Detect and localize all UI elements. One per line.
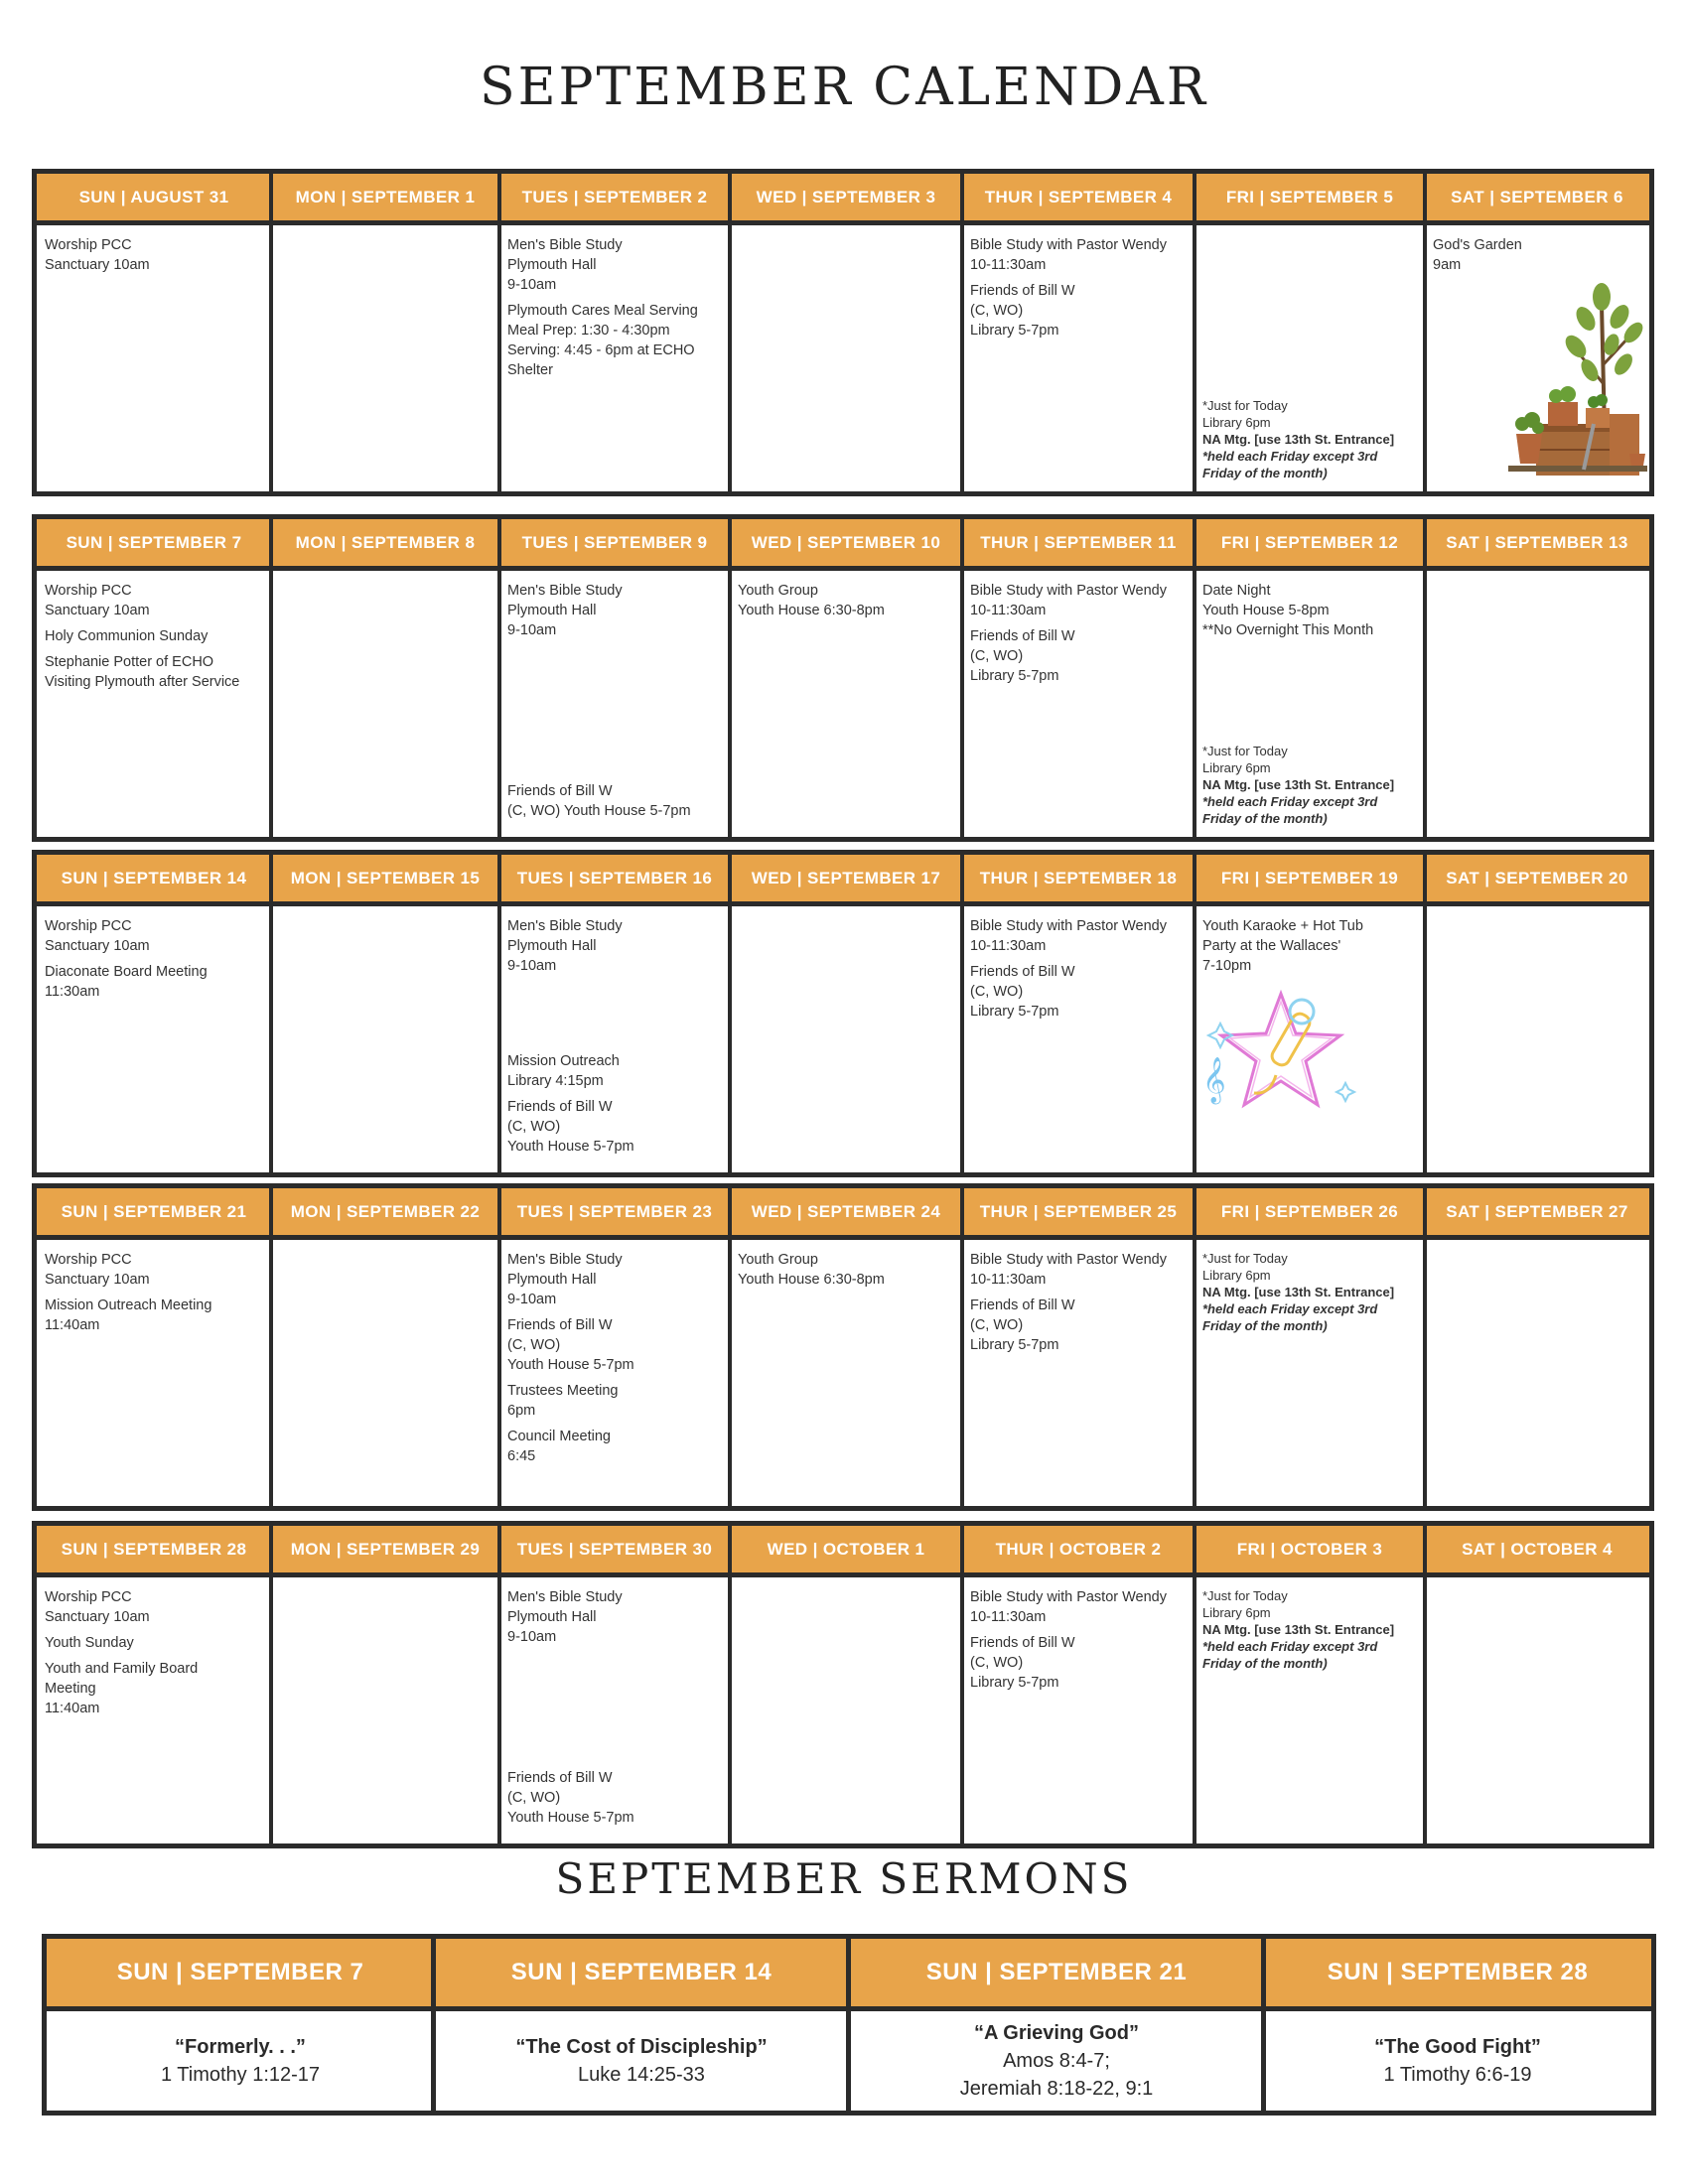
column-divider [960,174,964,491]
day-cell-sat [1425,1572,1649,1843]
event [507,1427,724,1466]
note-line: Friday of the month) [1202,1656,1328,1671]
day-cell-tue [499,901,730,1172]
calendar-week [32,1183,1654,1511]
na-meeting-note [1202,1250,1419,1334]
event-line: Mission Outreach [507,1053,620,1069]
scripture-reference: Luke 14:25-33 [578,2064,705,2086]
day-cell-thu [962,220,1195,491]
day-header-mon: MON | SEPTEMBER 29 [271,1526,499,1572]
event-line: 10-11:30am [970,1609,1047,1625]
scripture-reference: Jeremiah 8:18-22, 9:1 [959,2078,1154,2100]
day-cell-wed [730,1235,962,1506]
event-line: Plymouth Hall [507,1609,597,1625]
day-header-mon: MON | SEPTEMBER 15 [271,855,499,901]
event-line: Youth and Family Board [45,1661,199,1677]
event-line: Men's Bible Study [507,583,623,599]
day-cell-fri [1195,220,1425,491]
event-line: 9am [1433,257,1462,273]
calendar-week [32,850,1654,1177]
day-cell-tue [499,1235,730,1506]
sermon-date: SUN | SEPTEMBER 21 [849,1939,1264,2006]
day-cell-sat [1425,901,1649,1172]
event [45,1659,265,1718]
column-divider [846,1939,851,2111]
sermon-date: SUN | SEPTEMBER 14 [434,1939,849,2006]
day-cell-sat [1425,220,1649,491]
event-line: Friends of Bill W [970,1635,1075,1651]
day-header-thu: THUR | SEPTEMBER 4 [962,174,1195,220]
event-line: Worship PCC [45,918,132,934]
event-line: God's Garden [1433,237,1522,253]
column-divider [1193,174,1196,491]
note-line: NA Mtg. [use 13th St. Entrance] [1202,1622,1395,1637]
day-header-tue: TUES | SEPTEMBER 16 [499,855,730,901]
event-line: Friends of Bill W [970,628,1075,644]
event-line: Youth House 6:30-8pm [738,1272,885,1288]
event [45,1633,265,1653]
calendar-week [32,1521,1654,1848]
day-header-tue: TUES | SEPTEMBER 2 [499,174,730,220]
event-line: Bible Study with Pastor Wendy [970,1252,1167,1268]
event-line: Plymouth Hall [507,257,597,273]
day-cell-fri [1195,901,1425,1172]
column-divider [269,174,273,491]
event [45,962,265,1002]
note-line: Library 6pm [1202,760,1271,775]
note-line: Library 6pm [1202,1605,1271,1620]
event-line: 6:45 [507,1448,536,1464]
day-cell-fri [1195,566,1425,837]
sermon-date: SUN | SEPTEMBER 28 [1264,1939,1651,2006]
day-cell-wed [730,1572,962,1843]
day-header-thu: THUR | OCTOBER 2 [962,1526,1195,1572]
note-line: *Just for Today [1202,398,1288,413]
event-line: Sanctuary 10am [45,1272,150,1288]
scripture-reference: 1 Timothy 6:6-19 [1383,2064,1532,2086]
event-line: 10-11:30am [970,603,1047,618]
event-line: Meal Prep: 1:30 - 4:30pm [507,323,670,339]
event-line: Youth House 6:30-8pm [738,603,885,618]
note-line: Library 6pm [1202,415,1271,430]
sermon-body [1264,2006,1651,2111]
event-line: (C, WO) [970,1317,1024,1333]
column-divider [1193,1526,1196,1843]
event-line: 9-10am [507,1629,557,1645]
sermon-title: “The Cost of Discipleship” [515,2036,768,2058]
day-cell-mon [271,901,499,1172]
sermon-body [849,2006,1264,2111]
day-header-wed: WED | SEPTEMBER 17 [730,855,962,901]
event-line: (C, WO) [507,1119,561,1135]
event-line: Worship PCC [45,1252,132,1268]
scripture-reference: Amos 8:4-7; [1003,2050,1110,2072]
day-header-wed: WED | SEPTEMBER 3 [730,174,962,220]
day-cell-sun [37,220,271,491]
event [970,281,1189,341]
event-line: Sanctuary 10am [45,257,150,273]
column-divider [728,519,732,837]
event-line: Friends of Bill W [970,283,1075,299]
day-header-tue: TUES | SEPTEMBER 30 [499,1526,730,1572]
na-meeting-note [1202,1587,1419,1672]
event [45,1587,265,1627]
event-line: Date Night [1202,583,1271,599]
event-line: Library 5-7pm [970,1004,1059,1020]
event-line: Sanctuary 10am [45,1609,150,1625]
event [970,962,1189,1022]
column-divider [1193,519,1196,837]
event-line: (C, WO) [970,648,1024,664]
event-line: (C, WO) Youth House 5-7pm [507,803,691,819]
event [1433,235,1643,275]
event-line: Shelter [507,362,553,378]
event [1202,916,1419,976]
event-line: Library 5-7pm [970,1675,1059,1691]
column-divider [728,855,732,1172]
sermon-column [47,1939,434,2111]
event [970,1250,1189,1290]
event [507,581,724,640]
note-line: Library 6pm [1202,1268,1271,1283]
event [45,652,265,692]
sermons-title: SEPTEMBER SERMONS [555,1854,1133,1903]
note-line: NA Mtg. [use 13th St. Entrance] [1202,432,1395,447]
na-meeting-note [1202,397,1421,481]
garden-planter-illustration [1498,275,1647,489]
column-divider [960,1526,964,1843]
day-cell-thu [962,901,1195,1172]
sermons-table [42,1934,1656,2116]
event-line: Visiting Plymouth after Service [45,674,240,690]
event-line: Trustees Meeting [507,1383,619,1399]
event-line: (C, WO) [970,303,1024,319]
day-cell-thu [962,1572,1195,1843]
page-title: SEPTEMBER CALENDAR [479,58,1209,117]
event-line: Library 4:15pm [507,1073,604,1089]
event-line: Men's Bible Study [507,1589,623,1605]
event-line: Men's Bible Study [507,1252,623,1268]
column-divider [1261,1939,1266,2111]
column-divider [728,1526,732,1843]
day-header-sun: SUN | SEPTEMBER 7 [37,519,271,566]
event-line: Library 5-7pm [970,668,1059,684]
event-line: Meeting [45,1681,96,1697]
scripture-reference: 1 Timothy 1:12-17 [160,2064,321,2086]
column-divider [1193,855,1196,1172]
event-line: Library 5-7pm [970,323,1059,339]
event-line: (C, WO) [970,1655,1024,1671]
bottom-events [507,1768,726,1834]
sermon-body [47,2006,434,2111]
event-line: Sanctuary 10am [45,938,150,954]
day-header-mon: MON | SEPTEMBER 1 [271,174,499,220]
event [970,235,1189,275]
event-line: Youth House 5-8pm [1202,603,1330,618]
event [507,1587,724,1647]
day-cell-sun [37,1235,271,1506]
event-line: 11:40am [45,1317,100,1333]
bottom-events [507,1051,726,1162]
sermon-body [434,2006,849,2111]
note-line: *Just for Today [1202,744,1288,758]
day-header-mon: MON | SEPTEMBER 22 [271,1188,499,1235]
event-line: 11:40am [45,1701,100,1716]
day-cell-sat [1425,566,1649,837]
day-header-sun: SUN | SEPTEMBER 14 [37,855,271,901]
day-header-sun: SUN | AUGUST 31 [37,174,271,220]
event-line: Friends of Bill W [507,1099,613,1115]
event-line: Serving: 4:45 - 6pm at ECHO [507,342,695,358]
day-header-sat: SAT | SEPTEMBER 6 [1425,174,1649,220]
column-divider [269,1188,273,1506]
event-line: 11:30am [45,984,100,1000]
event [45,1250,265,1290]
event-line: Mission Outreach Meeting [45,1297,212,1313]
day-cell-mon [271,220,499,491]
event [507,1097,726,1157]
event [970,1633,1189,1693]
event-line: Bible Study with Pastor Wendy [970,918,1167,934]
column-divider [960,1188,964,1506]
day-cell-tue [499,566,730,837]
event-line: Sanctuary 10am [45,603,150,618]
note-line: *held each Friday except 3rd [1202,1639,1378,1654]
event [970,581,1189,620]
column-divider [497,855,501,1172]
event [507,1381,724,1421]
column-divider [497,1526,501,1843]
note-line: Friday of the month) [1202,1318,1328,1333]
event-line: Worship PCC [45,583,132,599]
column-divider [497,1188,501,1506]
event [970,916,1189,956]
event [45,626,265,646]
event-line: (C, WO) [507,1337,561,1353]
event [507,1250,724,1309]
day-cell-sun [37,1572,271,1843]
day-header-sat: SAT | SEPTEMBER 13 [1425,519,1649,566]
event-line: Men's Bible Study [507,918,623,934]
column-divider [960,855,964,1172]
column-divider [1423,174,1427,491]
day-cell-sat [1425,1235,1649,1506]
event-line: Friends of Bill W [507,783,613,799]
day-cell-mon [271,1235,499,1506]
event [738,581,956,620]
event-line: Youth Sunday [45,1635,134,1651]
event [970,626,1189,686]
note-line: NA Mtg. [use 13th St. Entrance] [1202,777,1395,792]
sermon-date: SUN | SEPTEMBER 7 [47,1939,434,2006]
event-line: 10-11:30am [970,257,1047,273]
event-line: Bible Study with Pastor Wendy [970,583,1167,599]
day-header-fri: FRI | SEPTEMBER 12 [1195,519,1425,566]
note-line: Friday of the month) [1202,811,1328,826]
column-divider [269,519,273,837]
day-header-tue: TUES | SEPTEMBER 23 [499,1188,730,1235]
event-line: Party at the Wallaces' [1202,938,1341,954]
event [1202,581,1419,640]
day-header-sat: SAT | SEPTEMBER 27 [1425,1188,1649,1235]
column-divider [1423,1526,1427,1843]
event-line: 9-10am [507,277,557,293]
column-divider [1423,519,1427,837]
event [507,1768,726,1828]
event-line: Bible Study with Pastor Wendy [970,1589,1167,1605]
column-divider [728,1188,732,1506]
sermon-title: “A Grieving God” [974,2022,1139,2044]
event-line: **No Overnight This Month [1202,622,1374,638]
note-line: *held each Friday except 3rd [1202,449,1378,464]
event-line: 10-11:30am [970,938,1047,954]
column-divider [269,855,273,1172]
event [507,301,724,380]
column-divider [1193,1188,1196,1506]
day-cell-sun [37,901,271,1172]
bottom-events [507,781,726,827]
event-line: Diaconate Board Meeting [45,964,208,980]
event [507,1315,724,1375]
event [507,916,724,976]
event-line: Holy Communion Sunday [45,628,209,644]
event-line: Stephanie Potter of ECHO [45,654,214,670]
event-line: 9-10am [507,958,557,974]
event-line: Youth Group [738,1252,818,1268]
event [738,1250,956,1290]
day-cell-mon [271,566,499,837]
event-line: Plymouth Cares Meal Serving [507,303,698,319]
event-line: Council Meeting [507,1429,611,1444]
day-cell-thu [962,566,1195,837]
event [45,916,265,956]
note-line: *Just for Today [1202,1251,1288,1266]
event-line: Youth House 5-7pm [507,1357,634,1373]
column-divider [960,519,964,837]
event-line: 7-10pm [1202,958,1252,974]
calendar-week [32,514,1654,842]
event-line: Friends of Bill W [970,1297,1075,1313]
sermon-column [849,1939,1264,2111]
day-header-fri: FRI | SEPTEMBER 19 [1195,855,1425,901]
day-cell-wed [730,566,962,837]
event-line: 9-10am [507,1292,557,1307]
day-header-wed: WED | SEPTEMBER 24 [730,1188,962,1235]
event-line: 10-11:30am [970,1272,1047,1288]
event-line: Youth Karaoke + Hot Tub [1202,918,1363,934]
neon-microphone-star-illustration [1196,984,1365,1129]
event-line: Youth House 5-7pm [507,1810,634,1826]
event [45,581,265,620]
event-line: Worship PCC [45,1589,132,1605]
note-line: Friday of the month) [1202,466,1328,480]
event-line: Youth Group [738,583,818,599]
note-line: *held each Friday except 3rd [1202,1301,1378,1316]
column-divider [497,519,501,837]
day-header-fri: FRI | SEPTEMBER 5 [1195,174,1425,220]
day-header-tue: TUES | SEPTEMBER 9 [499,519,730,566]
day-header-sat: SAT | OCTOBER 4 [1425,1526,1649,1572]
note-line: *held each Friday except 3rd [1202,794,1378,809]
event-line: (C, WO) [507,1790,561,1806]
event [45,1296,265,1335]
event-line: Friends of Bill W [507,1317,613,1333]
event-line: Friends of Bill W [507,1770,613,1786]
event [970,1587,1189,1627]
day-cell-fri [1195,1572,1425,1843]
event-line: Plymouth Hall [507,938,597,954]
event [507,1051,726,1091]
day-cell-wed [730,901,962,1172]
event-line: 6pm [507,1403,536,1419]
sermon-title: “Formerly. . .” [175,2036,306,2058]
na-meeting-note [1202,743,1421,827]
sermon-column [434,1939,849,2111]
day-header-thu: THUR | SEPTEMBER 11 [962,519,1195,566]
day-cell-wed [730,220,962,491]
event-line: Library 5-7pm [970,1337,1059,1353]
day-header-wed: WED | OCTOBER 1 [730,1526,962,1572]
column-divider [431,1939,436,2111]
event [507,235,724,295]
event-line: Worship PCC [45,237,132,253]
event-line: Bible Study with Pastor Wendy [970,237,1167,253]
day-header-fri: FRI | SEPTEMBER 26 [1195,1188,1425,1235]
svg-text:𝄞: 𝄞 [1202,1057,1226,1103]
day-header-thu: THUR | SEPTEMBER 18 [962,855,1195,901]
day-header-sat: SAT | SEPTEMBER 20 [1425,855,1649,901]
event-line: Plymouth Hall [507,1272,597,1288]
column-divider [269,1526,273,1843]
day-cell-tue [499,220,730,491]
day-cell-mon [271,1572,499,1843]
day-header-sun: SUN | SEPTEMBER 28 [37,1526,271,1572]
day-header-wed: WED | SEPTEMBER 10 [730,519,962,566]
sermon-title: “The Good Fight” [1374,2036,1541,2058]
note-line: *Just for Today [1202,1588,1288,1603]
sermon-column [1264,1939,1651,2111]
day-header-mon: MON | SEPTEMBER 8 [271,519,499,566]
day-header-sun: SUN | SEPTEMBER 21 [37,1188,271,1235]
event-line: Men's Bible Study [507,237,623,253]
column-divider [497,174,501,491]
day-cell-fri [1195,1235,1425,1506]
day-header-thu: THUR | SEPTEMBER 25 [962,1188,1195,1235]
day-cell-thu [962,1235,1195,1506]
day-cell-tue [499,1572,730,1843]
event [507,781,726,821]
column-divider [1423,1188,1427,1506]
event-line: 9-10am [507,622,557,638]
column-divider [728,174,732,491]
day-header-fri: FRI | OCTOBER 3 [1195,1526,1425,1572]
calendar-week [32,169,1654,496]
event-line: Plymouth Hall [507,603,597,618]
event [970,1296,1189,1355]
note-line: NA Mtg. [use 13th St. Entrance] [1202,1285,1395,1299]
event-line: (C, WO) [970,984,1024,1000]
event [45,235,265,275]
day-cell-sun [37,566,271,837]
column-divider [1423,855,1427,1172]
event-line: Friends of Bill W [970,964,1075,980]
event-line: Youth House 5-7pm [507,1139,634,1155]
